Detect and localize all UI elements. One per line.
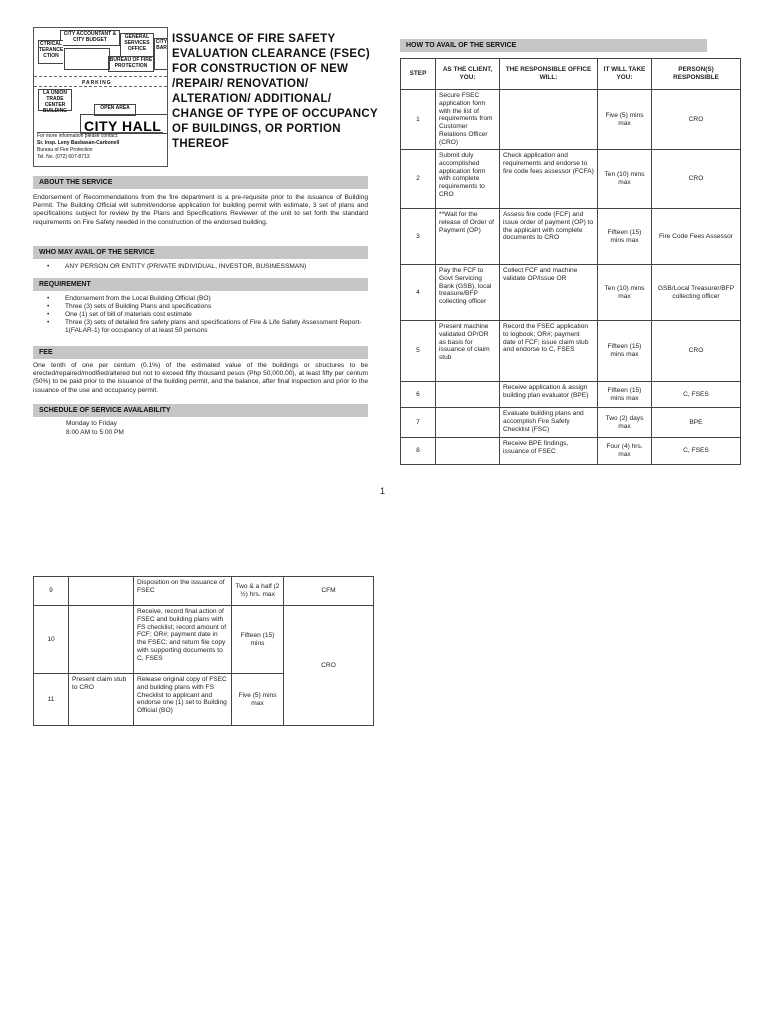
location-map [33, 27, 168, 167]
cell-office: Receive application & assign building plan evaluator (BPE) [500, 382, 598, 408]
table-header-row [401, 59, 741, 90]
document-title: ISSUANCE OF FIRE SAFETY EVALUATION CLEARANCE (FSEC) FOR CONSTRUCTION OF NEW /REPAIR/ RENOVATION/ ALTERATION/ ADDITIONAL/ CHANGE OF TYPE OF OCCUPANCY OF BUILDINGS, OR PORTION THEREOF [172, 33, 378, 150]
cell-person: C, FSES [652, 438, 741, 465]
contact-phone: Tel. No. (072) 607-8713 [37, 154, 90, 160]
cell-step: 1 [401, 90, 436, 150]
cell-office: Evaluate building plans and accomplish Fire Safety Checklist (FSC) [500, 408, 598, 438]
cell-client [69, 606, 134, 674]
about-text: Endorsement of Recommendations from the fire department is a pre-requisite prior to the issuance of Building Permit. The Building Official will submit/endorse application for building permit with estimate, 3 set of plans and specifications subject for review by the Plans and Specifications Reviewer of the unit to set forth the standard requirements on Fire Safety needed in the construction of the endorsed building. [33, 194, 368, 226]
table-row [401, 150, 741, 209]
cell-step: 9 [34, 577, 69, 606]
cell-client: Submit duly accomplished application form with complete requirements to CRO [436, 150, 500, 209]
map-building-la-union: LA UNION TRADE CENTER BUILDING [38, 89, 72, 111]
cell-office [500, 90, 598, 150]
cell-time: Four (4) hrs. max [598, 438, 652, 465]
cell-person: CFM [284, 577, 374, 606]
cell-step: 5 [401, 321, 436, 382]
map-building-general-services: GENERAL SERVICES OFFICE [120, 33, 154, 57]
cell-step: 10 [34, 606, 69, 674]
cell-time: Fifteen (15) mins max [598, 209, 652, 265]
map-road-line [34, 76, 167, 77]
cell-person: CRO [652, 150, 741, 209]
schedule-heading: SCHEDULE OF SERVICE AVAILABILITY [33, 404, 368, 417]
cell-time: Five (5) mins max [598, 90, 652, 150]
cell-client [69, 577, 134, 606]
list-item: • Three (3) sets of detailed fire safety plans and specifications of Fire & Life Safety Assessment Report-1(FALAR-1) for occupancy of at least 50 persons [33, 319, 368, 335]
cell-step: 8 [401, 438, 436, 465]
cell-step: 3 [401, 209, 436, 265]
requirement-heading: REQUIREMENT [33, 278, 368, 291]
cell-client: **Wait for the release of Order of Payment (OP) [436, 209, 500, 265]
map-building-bureau-fire: BUREAU OF FIRE PROTECTION [108, 56, 154, 72]
table-row [401, 438, 741, 465]
map-contact-info [37, 132, 163, 165]
column-header-office: THE RESPONSIBLE OFFICE WILL: [500, 59, 598, 90]
cell-client [436, 382, 500, 408]
column-header-time: IT WILL TAKE YOU: [598, 59, 652, 90]
cell-time: Five (5) mins max [232, 674, 284, 726]
fee-heading: FEE [33, 346, 368, 359]
cell-step: 7 [401, 408, 436, 438]
cell-office: Collect FCF and machine validate OP/Issue OR [500, 265, 598, 321]
schedule-hours: 8:00 AM to 5:00 PM [66, 429, 124, 436]
cell-office: Check application and requirements and endorse to fire code fees assessor (FCFA) [500, 150, 598, 209]
cell-time: Fifteen (15) mins [232, 606, 284, 674]
table-row [401, 90, 741, 150]
map-building-city-accountant: CITY ACCOUNTANT & CITY BUDGET [60, 30, 120, 46]
map-road-line [34, 86, 167, 87]
cell-step: 4 [401, 265, 436, 321]
who-list [33, 263, 368, 271]
table-row [401, 265, 741, 321]
page-number: 1 [380, 486, 386, 496]
map-building-city-bar: CITY BAR [154, 38, 168, 70]
table-row [34, 577, 374, 606]
cell-office: Receive, record final action of FSEC and building plans with FS checklist; record amount of FCF; OR#; payment date in the FSEC; and return file copy with supporting documents to C, FSES [134, 606, 232, 674]
cell-office: Disposition on the issuance of FSEC [134, 577, 232, 606]
table-row [401, 408, 741, 438]
table-row [34, 606, 374, 674]
how-heading: HOW TO AVAIL OF THE SERVICE [400, 39, 707, 52]
cell-step: 6 [401, 382, 436, 408]
cell-person: BPE [652, 408, 741, 438]
cell-client: Present machine validated OP/OR as basis for issuance of claim stub [436, 321, 500, 382]
cell-office: Release original copy of FSEC and building plans with FS Checklist to applicant and endorse one (1) set to Building Official (BO) [134, 674, 232, 726]
cell-client: Secure FSEC application form with the list of requirements from Customer Relations Officer (CRO) [436, 90, 500, 150]
list-item: • Endorsement from the Local Building Official (BO) [33, 295, 368, 303]
continuation-table [33, 576, 374, 726]
table-row [401, 382, 741, 408]
list-item: • Three (3) sets of Building Plans and specifications [33, 303, 368, 311]
cell-client: Pay the FCF to Govt Servicing Bank (GSB), local treasure/BFP collecting officer [436, 265, 500, 321]
who-heading: WHO MAY AVAIL OF THE SERVICE [33, 246, 368, 259]
column-header-person: PERSON(S) RESPONSIBLE [652, 59, 741, 90]
about-heading: ABOUT THE SERVICE [33, 176, 368, 189]
map-building-ctc: CTRICAL TERANCE CTION [38, 40, 63, 64]
contact-office: Bureau of Fire Protection [37, 147, 93, 153]
column-header-step: STEP [401, 59, 436, 90]
fee-text: One tenth of one per centum (0.1%) of the estimated value of the buildings or structures to be erected/repaired/modified/altered but not to exceed fifty thousand pesos (Php 50,000.00), at least fifty per centum (50%) to be paid prior to the issuance of the building permit, and the balance, after final inspection and prior to the issuance of the use and occupancy permit. [33, 362, 368, 394]
cell-person: C, FSES [652, 382, 741, 408]
cell-person-merged: CRO [284, 606, 374, 726]
cell-time: Two & a half (2 ½) hrs. max [232, 577, 284, 606]
map-open-area: OPEN AREA [94, 104, 136, 116]
cell-office: Record the FSEC application to logbook; OR#; payment date of FCF; issue claim stub and endorse to C, FSES [500, 321, 598, 382]
cell-office: Receive BPE findings, issuance of FSEC [500, 438, 598, 465]
list-item: • One (1) set of bill of materials cost estimate [33, 311, 368, 319]
map-city-hall-label: CITY HALL [84, 118, 162, 134]
table-row [401, 321, 741, 382]
map-parking-label: PARKING [82, 80, 112, 86]
requirement-list [33, 295, 368, 335]
cell-client [436, 438, 500, 465]
table-row [401, 209, 741, 265]
cell-client [436, 408, 500, 438]
column-header-client: AS THE CLIENT, YOU: [436, 59, 500, 90]
contact-line: For more information please contact: [37, 133, 119, 139]
cell-time: Fifteen (15) mins max [598, 382, 652, 408]
cell-person: GSB/Local Treasurer/BFP collecting officer [652, 265, 741, 321]
contact-name: Sr. Insp. Leny Basbasan-Carbonell [37, 140, 120, 146]
map-building-block [64, 48, 110, 70]
schedule-days: Monday to Friday [66, 420, 117, 427]
cell-time: Two (2) days max [598, 408, 652, 438]
cell-time: Ten (10) mins max [598, 265, 652, 321]
list-item: • ANY PERSON OR ENTITY (PRIVATE INDIVIDUAL, INVESTOR, BUSINESSMAN) [33, 263, 368, 271]
cell-client: Present claim stub to CRO [69, 674, 134, 726]
cell-person: Fire Code Fees Assessor [652, 209, 741, 265]
cell-time: Fifteen (15) mins max [598, 321, 652, 382]
cell-step: 2 [401, 150, 436, 209]
cell-time: Ten (10) mins max [598, 150, 652, 209]
cell-office: Assess fire code (FCF) and issue order of payment (OP) to the applicant with complete documents to CRO [500, 209, 598, 265]
cell-person: CRO [652, 321, 741, 382]
cell-step: 11 [34, 674, 69, 726]
cell-person: CRO [652, 90, 741, 150]
steps-table [400, 58, 741, 465]
